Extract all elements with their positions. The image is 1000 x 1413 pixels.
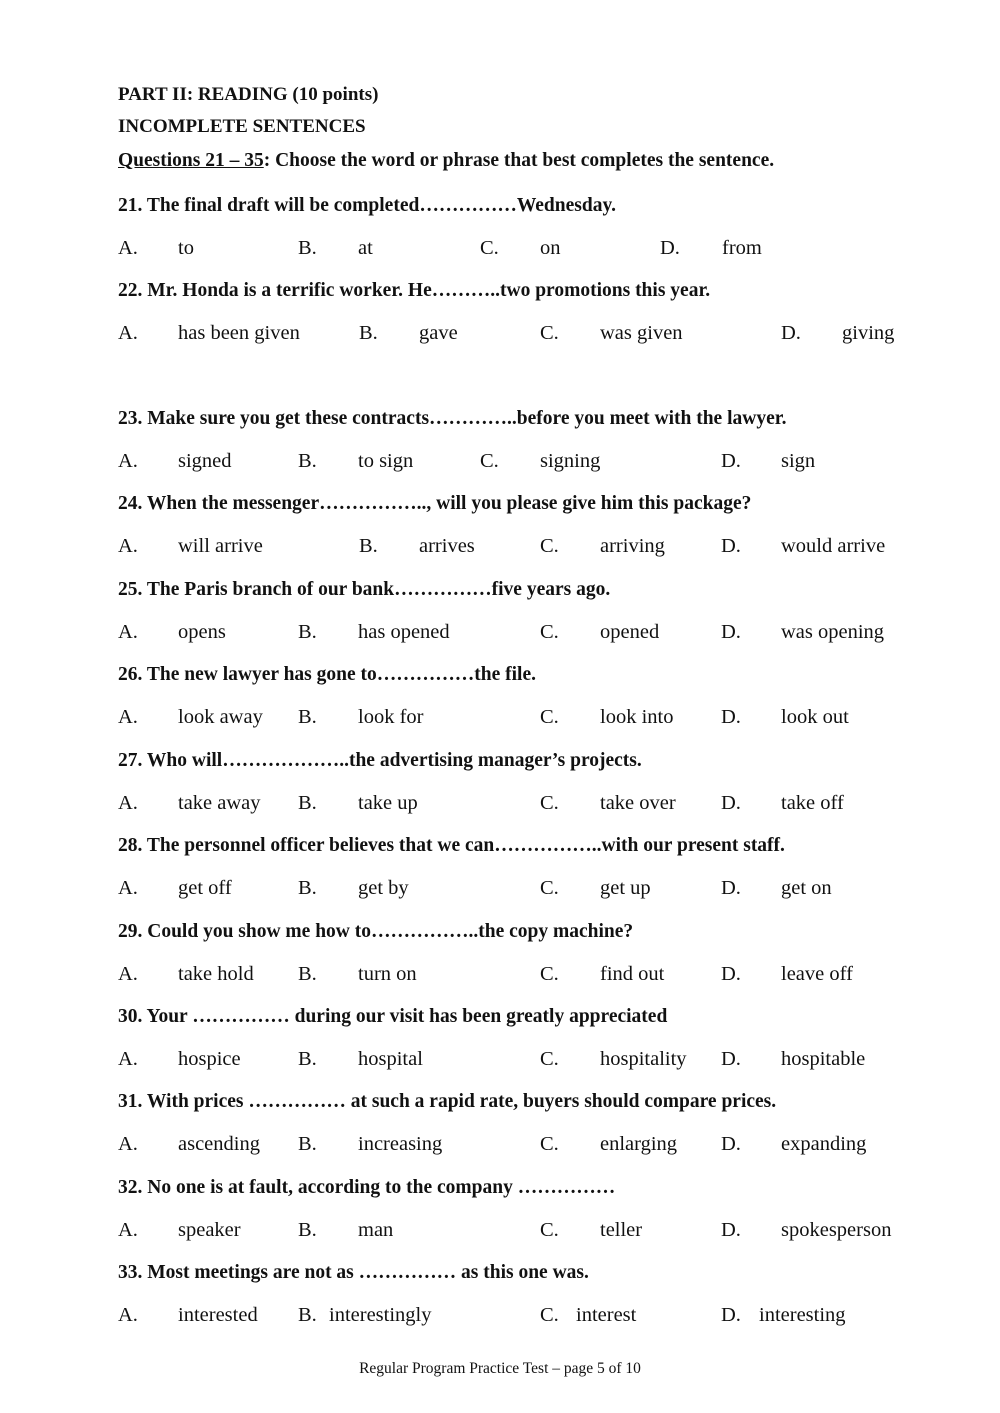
option-text: ascending — [178, 1133, 260, 1155]
options-row — [0, 1219, 1000, 1247]
page-footer: Regular Program Practice Test – page 5 of 10 — [359, 1360, 641, 1377]
option-text: spokesperson — [781, 1219, 892, 1241]
options-row — [0, 963, 1000, 991]
option-letter: D. — [721, 621, 741, 643]
option-letter: D. — [721, 1304, 741, 1326]
option-text: get by — [358, 877, 409, 899]
option-letter: A. — [118, 1133, 138, 1155]
option-text: on — [540, 237, 561, 259]
option-letter: C. — [540, 621, 559, 643]
options-row — [0, 1048, 1000, 1076]
option-letter: B. — [359, 535, 378, 557]
option-text: to — [178, 237, 194, 259]
option-text: from — [722, 237, 762, 259]
option-letter: D. — [721, 792, 741, 814]
option-letter: B. — [298, 706, 317, 728]
option-text: would arrive — [781, 535, 886, 557]
option-text: get up — [600, 877, 651, 899]
option-text: giving — [842, 322, 895, 344]
option-text: signing — [540, 450, 601, 472]
option-text: interested — [178, 1304, 258, 1326]
option-text: man — [358, 1219, 394, 1241]
option-text: expanding — [781, 1133, 867, 1155]
option-letter: A. — [118, 450, 138, 472]
option-letter: B. — [298, 1048, 317, 1070]
options-row — [0, 322, 1000, 350]
option-letter: D. — [721, 535, 741, 557]
option-text: increasing — [358, 1133, 443, 1155]
option-text: take up — [358, 792, 418, 814]
option-text: hospitality — [600, 1048, 687, 1070]
option-letter: B. — [298, 1304, 317, 1326]
option-letter: B. — [298, 963, 317, 985]
option-letter: B. — [298, 621, 317, 643]
option-text: look away — [178, 706, 263, 728]
option-text: has opened — [358, 621, 450, 643]
option-text: get on — [781, 877, 832, 899]
option-letter: B. — [298, 450, 317, 472]
option-text: interest — [576, 1304, 637, 1326]
option-letter: B. — [359, 322, 378, 344]
option-text: take hold — [178, 963, 254, 985]
option-text: has been given — [178, 322, 300, 344]
option-letter: C. — [480, 237, 499, 259]
option-letter: A. — [118, 792, 138, 814]
question-text: 33. Most meetings are not as …………… as this one was. — [118, 1262, 589, 1283]
question-text: 24. When the messenger…………….., will you please give him this package? — [118, 493, 752, 514]
option-letter: D. — [781, 322, 801, 344]
option-text: hospitable — [781, 1048, 866, 1070]
option-text: teller — [600, 1219, 643, 1241]
option-text: leave off — [781, 963, 853, 985]
option-text: interestingly — [329, 1304, 432, 1326]
question-text: 22. Mr. Honda is a terrific worker. He………..two promotions this year. — [118, 280, 711, 301]
question-text: 29. Could you show me how to……………..the copy machine? — [118, 921, 634, 942]
options-row — [0, 237, 1000, 265]
option-letter: D. — [721, 1048, 741, 1070]
option-letter: D. — [721, 1133, 741, 1155]
option-text: was opening — [781, 621, 885, 643]
question-text: 27. Who will………………..the advertising manager’s projects. — [118, 750, 642, 771]
option-text: hospital — [358, 1048, 423, 1070]
option-letter: D. — [721, 1219, 741, 1241]
option-text: gave — [419, 322, 458, 344]
option-letter: A. — [118, 1048, 138, 1070]
option-text: arriving — [600, 535, 665, 557]
option-text: take away — [178, 792, 261, 814]
option-text: arrives — [419, 535, 475, 557]
question-text: 21. The final draft will be completed……………Wednesday. — [118, 195, 616, 216]
option-letter: C. — [540, 1048, 559, 1070]
option-text: look for — [358, 706, 424, 728]
option-text: find out — [600, 963, 665, 985]
option-letter: A. — [118, 237, 138, 259]
option-text: opened — [600, 621, 660, 643]
option-letter: D. — [721, 706, 741, 728]
question-text: 23. Make sure you get these contracts…………..before you meet with the lawyer. — [118, 408, 787, 429]
option-text: signed — [178, 450, 232, 472]
option-text: enlarging — [600, 1133, 678, 1155]
option-letter: B. — [298, 877, 317, 899]
option-letter: A. — [118, 621, 138, 643]
option-letter: C. — [540, 535, 559, 557]
options-row — [0, 877, 1000, 905]
option-letter: C. — [540, 1133, 559, 1155]
option-letter: C. — [540, 1219, 559, 1241]
option-text: was given — [600, 322, 683, 344]
option-letter: A. — [118, 1304, 138, 1326]
option-letter: B. — [298, 1133, 317, 1155]
option-letter: A. — [118, 877, 138, 899]
question-text: 30. Your …………… during our visit has been greatly appreciated — [118, 1006, 668, 1027]
instructions — [118, 150, 774, 172]
question-range: Questions 21 – 35 — [118, 150, 264, 171]
option-text: will arrive — [178, 535, 263, 557]
option-text: sign — [781, 450, 816, 472]
options-row — [0, 450, 1000, 478]
option-text: take off — [781, 792, 844, 814]
option-letter: A. — [118, 706, 138, 728]
options-row — [0, 621, 1000, 649]
options-row — [0, 1304, 1000, 1332]
options-row — [0, 792, 1000, 820]
option-letter: A. — [118, 322, 138, 344]
option-text: look into — [600, 706, 674, 728]
option-letter: C. — [540, 963, 559, 985]
option-letter: A. — [118, 1219, 138, 1241]
options-row — [0, 535, 1000, 563]
section-title: INCOMPLETE SENTENCES — [118, 116, 366, 137]
option-letter: D. — [721, 963, 741, 985]
option-letter: B. — [298, 1219, 317, 1241]
question-text: 31. With prices …………… at such a rapid rate, buyers should compare prices. — [118, 1091, 777, 1112]
option-text: at — [358, 237, 373, 259]
option-letter: C. — [540, 706, 559, 728]
option-text: look out — [781, 706, 849, 728]
option-letter: C. — [540, 1304, 559, 1326]
option-letter: C. — [540, 792, 559, 814]
question-text: 26. The new lawyer has gone to……………the file. — [118, 664, 536, 685]
option-letter: B. — [298, 237, 317, 259]
option-letter: C. — [480, 450, 499, 472]
option-text: to sign — [358, 450, 414, 472]
option-letter: B. — [298, 792, 317, 814]
option-text: speaker — [178, 1219, 241, 1241]
option-text: opens — [178, 621, 226, 643]
options-row — [0, 706, 1000, 734]
option-letter: D. — [721, 450, 741, 472]
option-letter: A. — [118, 963, 138, 985]
option-text: take over — [600, 792, 676, 814]
option-letter: D. — [660, 237, 680, 259]
part-title: PART II: READING (10 points) — [118, 84, 379, 105]
question-text: 28. The personnel officer believes that we can……………..with our present staff. — [118, 835, 785, 856]
option-letter: D. — [721, 877, 741, 899]
option-text: get off — [178, 877, 232, 899]
option-letter: C. — [540, 322, 559, 344]
option-text: turn on — [358, 963, 417, 985]
options-row — [0, 1133, 1000, 1161]
option-text: interesting — [759, 1304, 846, 1326]
question-text: 32. No one is at fault, according to the company …………… — [118, 1177, 616, 1198]
option-text: hospice — [178, 1048, 241, 1070]
option-letter: C. — [540, 877, 559, 899]
instruction-text: : Choose the word or phrase that best completes the sentence. — [263, 150, 775, 171]
question-text: 25. The Paris branch of our bank……………five years ago. — [118, 579, 611, 600]
option-letter: A. — [118, 535, 138, 557]
